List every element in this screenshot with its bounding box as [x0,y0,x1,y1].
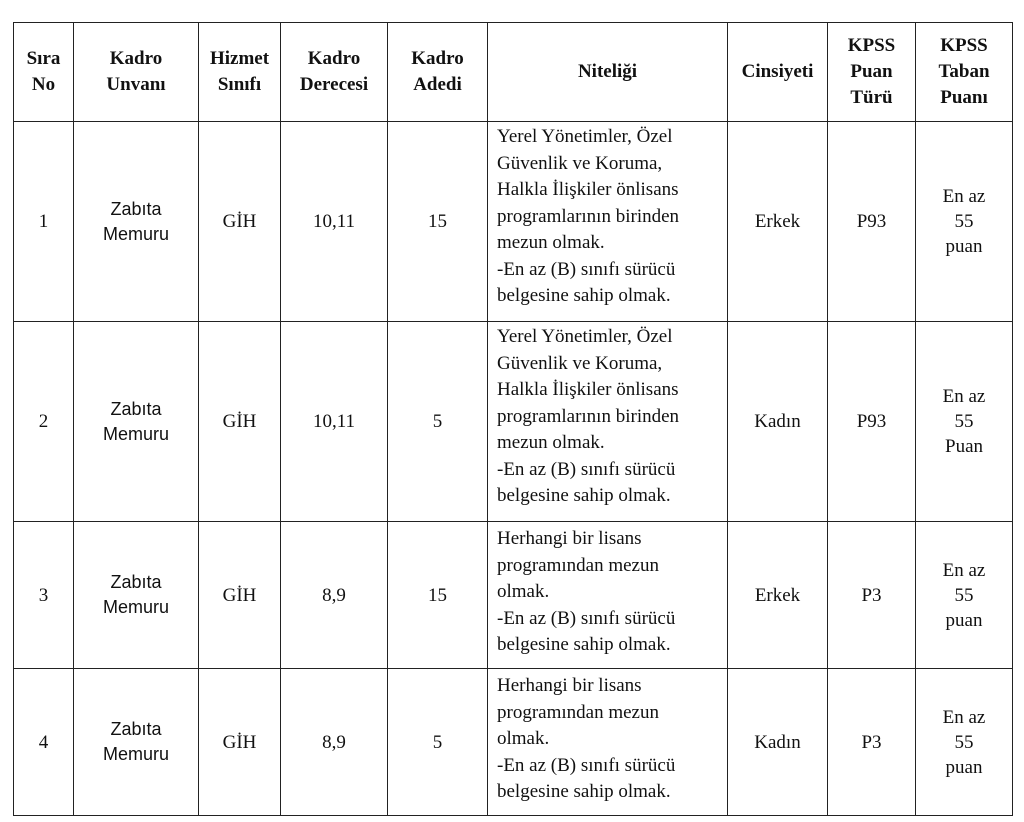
cell-unvan: Zabıta Memuru [74,122,199,322]
cell-derece: 8,9 [281,669,388,816]
cell-adet: 5 [388,322,488,522]
cell-cinsiyet: Kadın [728,322,828,522]
cell-derece: 10,11 [281,122,388,322]
cell-sinif: GİH [199,522,281,669]
cell-cinsiyet: Kadın [728,669,828,816]
cell-sira: 2 [14,322,74,522]
cell-unvan: Zabıta Memuru [74,322,199,522]
cell-puan-turu: P3 [828,669,916,816]
cell-puan-turu: P93 [828,322,916,522]
cell-sinif: GİH [199,322,281,522]
cell-puan-turu: P93 [828,122,916,322]
header-kpss-puan-turu: KPSS Puan Türü [828,23,916,122]
cell-nitelik: Herhangi bir lisans programından mezun olmak. -En az (B) sınıfı sürücü belgesine sahip olmak. [488,669,728,816]
cell-adet: 15 [388,122,488,322]
table-row [14,122,1013,322]
header-kadro-adedi: Kadro Adedi [388,23,488,122]
cell-sinif: GİH [199,122,281,322]
cell-adet: 5 [388,669,488,816]
cell-taban-puan: En az 55 Puan [916,322,1013,522]
table-row [14,522,1013,669]
cell-puan-turu: P3 [828,522,916,669]
cell-sira: 3 [14,522,74,669]
cell-taban-puan: En az 55 puan [916,122,1013,322]
cell-taban-puan: En az 55 puan [916,669,1013,816]
header-sira-no: Sıra No [14,23,74,122]
header-kadro-unvani: Kadro Unvanı [74,23,199,122]
cell-sira: 1 [14,122,74,322]
cell-unvan: Zabıta Memuru [74,522,199,669]
cell-sinif: GİH [199,669,281,816]
cell-nitelik: Yerel Yönetimler, Özel Güvenlik ve Koruma, Halkla İlişkiler önlisans programlarının birinden mezun olmak. -En az (B) sınıfı sürücü belgesine sahip olmak. [488,122,728,322]
header-cinsiyeti: Cinsiyeti [728,23,828,122]
cell-cinsiyet: Erkek [728,122,828,322]
header-kpss-taban-puani: KPSS Taban Puanı [916,23,1013,122]
document-page [13,22,1013,816]
cell-nitelik: Herhangi bir lisans programından mezun olmak. -En az (B) sınıfı sürücü belgesine sahip olmak. [488,522,728,669]
cell-derece: 8,9 [281,522,388,669]
header-row [14,23,1013,122]
header-kadro-derecesi: Kadro Derecesi [281,23,388,122]
kadro-table [13,22,1013,816]
cell-cinsiyet: Erkek [728,522,828,669]
table-row [14,322,1013,522]
cell-derece: 10,11 [281,322,388,522]
cell-nitelik: Yerel Yönetimler, Özel Güvenlik ve Koruma, Halkla İlişkiler önlisans programlarının birinden mezun olmak. -En az (B) sınıfı sürücü belgesine sahip olmak. [488,322,728,522]
header-hizmet-sinifi: Hizmet Sınıfı [199,23,281,122]
cell-taban-puan: En az 55 puan [916,522,1013,669]
cell-unvan: Zabıta Memuru [74,669,199,816]
table-row [14,669,1013,816]
header-niteligi: Niteliği [488,23,728,122]
cell-adet: 15 [388,522,488,669]
cell-sira: 4 [14,669,74,816]
